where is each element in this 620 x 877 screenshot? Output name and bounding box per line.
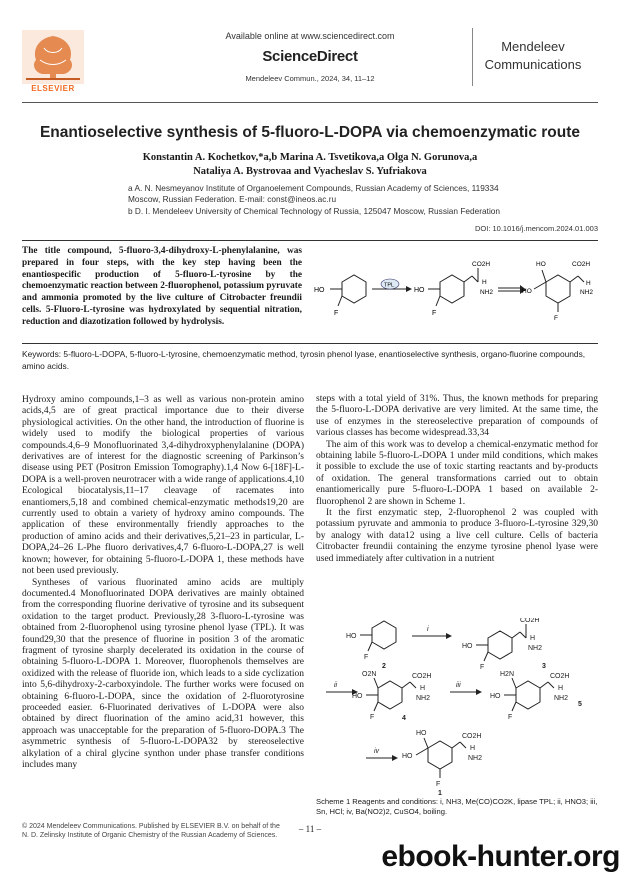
- doi-link[interactable]: DOI: 10.1016/j.mencom.2024.01.003: [475, 224, 598, 233]
- page-number: – 11 –: [298, 824, 322, 834]
- fluoro-dopa-structure: [534, 270, 584, 312]
- elsevier-tree-logo: [22, 30, 84, 84]
- s1-nh2-5: NH2: [554, 695, 569, 702]
- fluorotyrosine-structure: [428, 268, 478, 306]
- arrow-head-i: [446, 633, 452, 639]
- s1-label-2: 2: [382, 663, 386, 670]
- abs-h-3: H: [586, 280, 591, 287]
- abs-ho-1: HO: [314, 287, 325, 294]
- abs-f-1: F: [334, 310, 339, 317]
- keywords: Keywords: 5-fluoro-L-DOPA, 5-fluoro-L-tyrosine, chemoenzymatic method, tyrosin phenol lyase, enantioselective synthesis, organo-fluorine compounds, amino acids.: [22, 349, 586, 371]
- available-online-line[interactable]: Available online at www.sciencedirect.com: [225, 31, 395, 41]
- graphical-abstract-scheme: [310, 244, 596, 338]
- abs-ho-2: HO: [414, 287, 425, 294]
- sciencedirect-logo: ScienceDirect: [262, 48, 358, 65]
- affiliation-a: a A. N. Nesmeyanov Institute of Organoelement Compounds, Russian Academy of Sciences, 119334 Moscow, Russian Federation. E-mail: const@ineos.ac.ru: [128, 183, 499, 204]
- s1-f-4: F: [370, 714, 375, 721]
- s1-f-3: F: [480, 664, 485, 671]
- s1-ho-3: HO: [462, 643, 473, 650]
- s1-h2n-5: H2N: [500, 671, 515, 678]
- s1-co2h-4: CO2H: [412, 673, 432, 680]
- abs-f-2: F: [432, 310, 437, 317]
- arrow-head-iii: [476, 689, 482, 695]
- header-divider: [22, 102, 598, 103]
- authors-line-2: Nataliya A. Bystrovaa and Vyacheslav S. Yufriakova: [193, 166, 427, 177]
- abs-nh2-2: NH2: [480, 289, 494, 296]
- body-column-right: [316, 394, 598, 565]
- fluorophenol-structure: [330, 275, 366, 306]
- right-paragraph-1: steps with a total yield of 31%. Thus, the known methods for preparing the 5-fluoro-L-DOPA derivative are very limited. At the same time, the use of enzymes in the stereoselective preparation of compounds of various classes has become widespread.33,34: [316, 394, 598, 439]
- s1-nh2-4: NH2: [416, 695, 431, 702]
- s1-f-2: F: [364, 654, 369, 661]
- s1-label-5: 5: [578, 701, 582, 708]
- s1-f-1: F: [436, 781, 441, 788]
- s1-label-1: 1: [438, 790, 442, 796]
- s1-ho-2: HO: [346, 633, 357, 640]
- s1-step-i: i: [427, 626, 429, 633]
- s1-step-ii: ii: [334, 682, 338, 689]
- abs-co2h-3: CO2H: [572, 261, 591, 268]
- s1-ho-1a: HO: [416, 730, 427, 737]
- watermark-text: ebook-hunter.org: [381, 840, 620, 873]
- s1-step-iv: iv: [374, 748, 380, 755]
- s1-h-3: H: [530, 635, 536, 642]
- s1-label-4: 4: [402, 715, 406, 722]
- s1-nh2-1: NH2: [468, 755, 483, 762]
- journal-name-line1: Mendeleev: [501, 39, 565, 54]
- s1-co2h-3: CO2H: [520, 618, 540, 624]
- abstract-text: The title compound, 5-fluoro-3,4-dihydroxy-L-phenylalanine, was prepared in four steps, with the key step having been the enantiospecific production of 5-fluoro-L-tyrosine by the chemoenzymatic reaction between 2-fluorophenol, potassium pyruvate and ammonia promoted by the live culture of Citrobacter freundii cells. 5-Fluoro-L-tyrosine was hydroxylated by sequential nitration, reduction and diazotization followed by hydrolysis.: [22, 246, 302, 327]
- abs-ho-3b: HO: [522, 288, 532, 295]
- scheme-1-caption: Scheme 1 Reagents and conditions: i, NH3, Me(CO)CO2K, lipase TPL; ii, HNO3; iii, Sn, HCl; iv, Ba(NO2)2, CuSO4, boiling.: [316, 797, 598, 816]
- s1-label-3: 3: [542, 663, 546, 670]
- s1-h-5: H: [558, 685, 564, 692]
- abs-ho-3a: HO: [536, 261, 546, 268]
- publisher-name: ELSEVIER: [31, 84, 75, 93]
- journal-name-line2: Communications: [484, 57, 582, 72]
- s1-co2h-1: CO2H: [462, 733, 482, 740]
- abs-co2h-2: CO2H: [472, 261, 491, 268]
- journal-citation: Mendeleev Commun., 2024, 34, 11–12: [245, 74, 375, 83]
- article-title: Enantioselective synthesis of 5-fluoro-L-DOPA via chemoenzymatic route: [39, 124, 581, 141]
- copyright-footer: © 2024 Mendeleev Communications. Published by ELSEVIER B.V. on behalf of the N. D. Zelinsky Institute of Organic Chemistry of the Russian Academy of Sciences.: [22, 823, 280, 839]
- s1-ho-5: HO: [490, 693, 501, 700]
- s1-ho-4: HO: [352, 693, 363, 700]
- s1-step-iii: iii: [456, 682, 461, 689]
- left-paragraph-1: Hydroxy amino compounds,1–3 as well as various non-protein amino acids,4,5 are of great practical importance due to their diverse physiological activities. On the other hand, the introduction of fluorine is widely used to modify the biological properties of various compounds.4,6–9 Monofluorinated 3,4-dihydroxyphenylalanine (DOPA) derivatives are of interest for the diagnostic screening of Parkinson’s disease using PET (Positron Emission Tomography).1,4 Now 6-[18F]-L-DOPA is a well-proven neurotracer with a wide range of applications.4,10 Ecological biocatalysis,11–17 cleavage of racemates into enantiomers,5,18 and combined chemical-enzymatic methods19,20 are currently used to obtain a variety of hydroxy amino compounds. The application of these environmentally friendly approaches to the production of amino acids and their derivatives,5,21–23 in particular, L-DOPA,24–26 L-Phe fluoro derivatives,4,7 6-fluoro-L-DOPA,27 is well known; however, for obtaining 5-fluoro-L-DOPA 1, these methods have not been used previously.: [22, 395, 304, 577]
- s1-ho-1b: HO: [402, 753, 413, 760]
- abs-h-2: H: [482, 279, 487, 286]
- affiliation-b: b D. I. Mendeleev University of Chemical Technology of Russia, 125047 Moscow, Russian Federation: [128, 206, 501, 216]
- abs-f-3: F: [554, 315, 558, 322]
- right-paragraph-2: The aim of this work was to develop a chemical-enzymatic method for obtaining labile 5-fluoro-L-DOPA 1 under mild conditions, which makes it possible to exclude the use of toxic starting reactants and by-products of oxidation. The general transformations carried out to obtain enantiomerically pure 5-fluoro-L-DOPA 1 based on available 2-fluorophenol 2 are shown in Scheme 1.: [316, 439, 598, 507]
- authors-line-1: Konstantin A. Kochetkov,*a,b Marina A. Tsvetikova,a Olga N. Gorunova,a: [142, 152, 478, 163]
- abs-tpl: TPL: [384, 282, 395, 289]
- s1-h-1: H: [470, 745, 476, 752]
- scheme-1-figure: [316, 618, 598, 796]
- abs-nh2-3: NH2: [580, 289, 594, 296]
- s1-h-4: H: [420, 685, 426, 692]
- arrow-head-iv: [392, 755, 398, 761]
- s1-nh2-3: NH2: [528, 645, 543, 652]
- s1-f-5: F: [508, 714, 513, 721]
- body-column-left: [22, 395, 304, 771]
- s1-co2h-5: CO2H: [550, 673, 570, 680]
- journal-name-box: [472, 28, 593, 86]
- s1-o2n-4: O2N: [362, 671, 377, 678]
- left-paragraph-2: Syntheses of various fluorinated amino acids are multiply documented.4 Monofluorinated DOPA derivatives are mainly obtained from the corresponding fluorine derivative of tyrosine and its subsequent oxidation to the target product. Previously,28 3-fluoro-L-tyrosine was obtained from 2-fluorophenol using tyrosine phenol lyase (TPL). It was found29,30 that the presence of fluorine in position 3 of the aromatic fragment of tyrosine sharply decelerated its oxidation in the course of obtaining 5-fluoro-L-DOPA 1. Moreover, fluorophenols themselves are oxidized with the release of fluoride ion, which leads to a side cyclization into 5,6-dihydroxy-2-carboxyindole. The further works were focused on obtaining 6-fluoro-L-DOPA, since the oxidation of 2-fluorotyrosine proceeded easier. 6-Fluorinated derivatives of L-DOPA were also obtained by direct fluorination of the amino acid,31 however, this approach was unacceptable for the preparation of 5-fluoro-DOPA.3 The asymmetric synthesis of 5-fluoro-L-DOPA32 by stereoselective alkylation of a chiral glycine synthon under phase transfer conditions includes many: [22, 577, 304, 770]
- right-paragraph-3: It the first enzymatic step, 2-fluorophenol 2 was coupled with potassium pyruvate and ammonia to produce 3-fluoro-L-tyrosine 329,30 by analogy with data12 using a live cell culture. Cells of bacteria Citrobacter freundii containing the enzyme tyrosine phenol lyase were used immediately after cultivation in a nutrient: [316, 508, 598, 564]
